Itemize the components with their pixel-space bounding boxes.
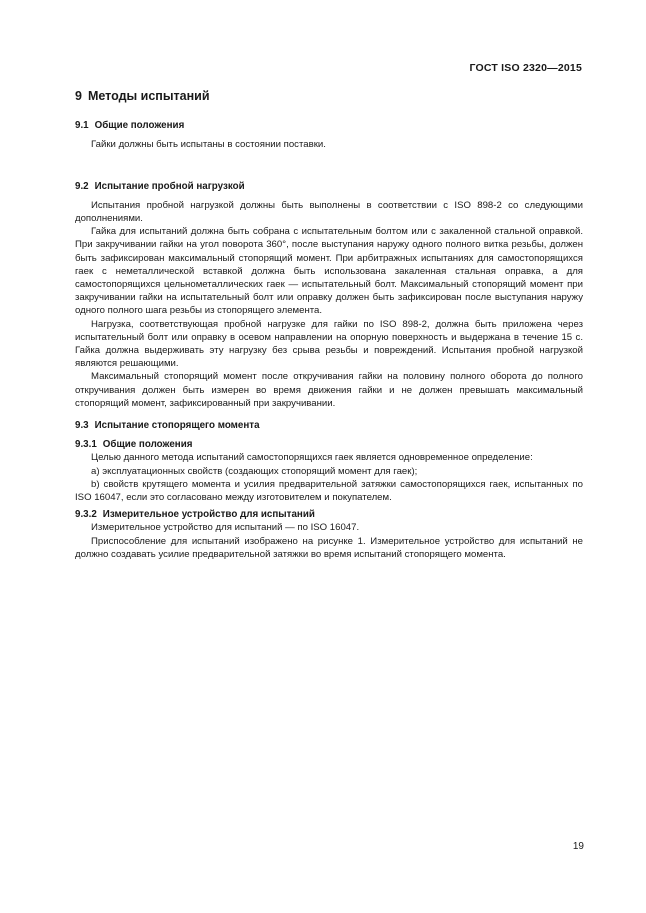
- subsection-number: 9.2: [75, 180, 89, 192]
- section-heading: [75, 90, 583, 103]
- paragraph: Измерительное устройство для испытаний — по ISO 16047.: [91, 522, 360, 534]
- subsection-number: 9.3: [75, 420, 89, 432]
- subsection-title: Испытание стопорящего момента: [94, 420, 260, 432]
- paragraph: Максимальный стопорящий момент после откручивания гайки на половину полного оборота до полного откручивания должен быть измерен во время движения гайки и не должен превышать максимальный стопорящий момент, зафиксированный при закручивании.: [75, 371, 583, 409]
- paragraph: Гайки должны быть испытаны в состоянии поставки.: [91, 139, 326, 151]
- page-number: 19: [572, 841, 584, 852]
- subsection-heading-9-1: [75, 119, 583, 132]
- list-item: b) свойств крутящего момента и усилия предварительной затяжки самостопорящихся гаек, испытанных по ISO 16047, если это согласовано между изготовителем и покупателем.: [75, 478, 583, 504]
- standard-code-header: ГОСТ ISO 2320—2015: [469, 62, 582, 74]
- subsection-heading-9-3-1: [75, 438, 583, 451]
- subsection-number: 9.3.2: [75, 509, 97, 521]
- paragraph: Приспособление для испытаний изображено на рисунке 1. Измерительное устройство для испытаний не должно создавать усилие предварительной затяжки во время испытаний стопорящего момента.: [75, 535, 583, 560]
- subsection-heading-9-3-2: [75, 508, 583, 521]
- subsection-title: Испытание пробной нагрузкой: [94, 180, 245, 192]
- subsection-title: Общие положения: [94, 120, 185, 132]
- subsection-title: Измерительное устройство для испытаний: [102, 509, 315, 521]
- subsection-heading-9-3: [75, 419, 583, 432]
- section-title: Методы испытаний: [87, 89, 210, 103]
- page-content: [75, 90, 583, 561]
- paragraph: Целью данного метода испытаний самостопорящихся гаек является одновременное определение:: [91, 452, 533, 464]
- subsection-number: 9.3.1: [75, 439, 97, 451]
- paragraph: Гайка для испытаний должна быть собрана с испытательным болтом или с закаленной стальной оправкой. При закручивании гайки на угол поворота 360°, после выступания наружу одного полного витка резьбы, должен быть зафиксирован максимальный стопорящий момент. При арбитражных испытаниях для самостопорящихся гаек с неметаллической вставкой должна быть использована закаленная стальная оправка, а для самостопорящихся цельнометаллических гаек — испытательный болт. Максимальный стопорящий момент при закручивании гайки на испытательный болт или оправку должен быть зафиксирован после выступания наружу одного полного шага резьбы из стопорящего элемента.: [75, 226, 583, 317]
- subsection-heading-9-2: [75, 180, 583, 193]
- subsection-number: 9.1: [75, 120, 89, 132]
- list-item: а) эксплуатационных свойств (создающих стопорящий момент для гаек);: [91, 465, 418, 477]
- paragraph: Нагрузка, соответствующая пробной нагрузке для гайки по ISO 898-2, должна быть приложена через испытательный болт или оправку в осевом направлении на опорную поверхность и выдержана в течение 15 с. Гайка должна выдерживать эту нагрузку без срыва резьбы и повреждений. Испытания пробной нагрузкой являются решающими.: [75, 318, 583, 370]
- paragraph: Испытания пробной нагрузкой должны быть выполнены в соответствии с ISO 898-2 со следующими дополнениями.: [75, 199, 583, 225]
- subsection-title: Общие положения: [102, 439, 193, 451]
- section-number: 9: [75, 89, 82, 103]
